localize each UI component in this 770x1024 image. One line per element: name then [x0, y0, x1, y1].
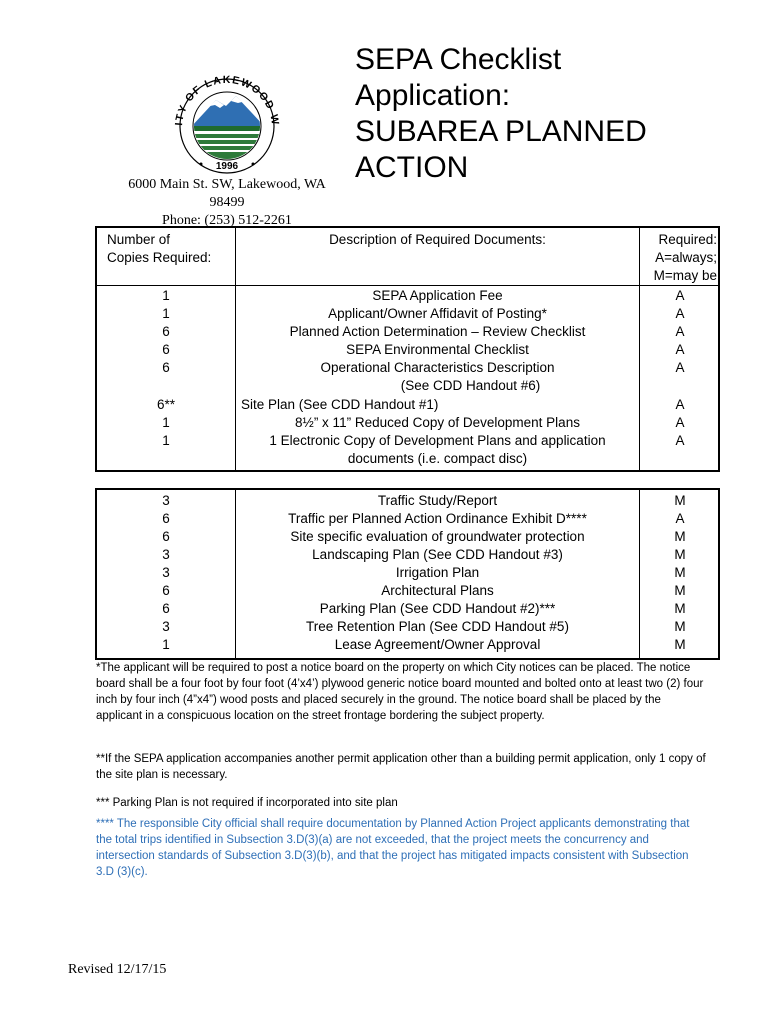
city-of-lakewood-seal — [168, 70, 286, 175]
city-address — [92, 176, 362, 230]
required-documents-table — [95, 226, 720, 472]
table-row: 1 Applicant/Owner Affidavit of Posting* A — [162, 306, 685, 321]
table-row: 1 8½” x 11” Reduced Copy of Development Plans A — [162, 415, 685, 430]
footnote-site-plan-copies: **If the SEPA application accompanies another permit application other than a building permit application, only 1 copy of the site plan is necessary. — [96, 753, 706, 781]
page-title — [355, 42, 735, 186]
table-row: 6** Site Plan (See CDD Handout #1) A — [156, 397, 685, 412]
address-line-1: 6000 Main St. SW, Lakewood, WA — [128, 177, 326, 192]
phone-number: Phone: (253) 512-2261 — [162, 213, 292, 228]
header-description: Description of Required Documents: — [329, 232, 546, 247]
table-row: 1 1 Electronic Copy of Development Plans and application documents (i.e. compact disc) A — [162, 433, 685, 466]
table-row: 1 SEPA Application Fee A — [162, 288, 685, 303]
table-row: 6 Architectural Plans M — [162, 583, 686, 598]
table-row: 6 Operational Characteristics Description (See CDD Handout #6) A — [162, 360, 685, 393]
svg-text:1996: 1996 — [215, 161, 239, 172]
footnote-traffic-documentation: **** The responsible City official shall require documentation by Planned Action Project applicants demonstrating that the total trips identified in Subsection 3.D(3)(a) are not exceeded, that the project meets the concurrency and intersection standards of Subsection 3.D(3)(b), and that the project has mitigated impacts consistent with Subsection 3.D (3)(c). — [96, 818, 690, 878]
table-row: 1 Lease Agreement/Owner Approval M — [162, 637, 686, 652]
title-line-2: Application: — [355, 79, 511, 112]
table-row: 6 Traffic per Planned Action Ordinance Exhibit D**** A — [162, 511, 685, 526]
optional-documents-table — [95, 488, 720, 660]
svg-text:CITY OF LAKEWOOD WA: ITY OF LAKEWOOD W — [173, 73, 282, 127]
title-line-4: ACTION — [355, 151, 469, 184]
table-row: 6 Planned Action Determination – Review Checklist A — [162, 324, 685, 339]
footnote-notice-board: *The applicant will be required to post a notice board on the property on which City notices can be placed. The notice board shall be a four foot by four foot (4’x4’) plywood generic notice board mounted and bolted onto at least two (2) four inch by four inch (4”x4”) wood posts and placed securely in the ground. The notice board shall be placed by the applicant in a conspicuous location on the street frontage bordering the subject property. — [96, 662, 704, 722]
revision-date: Revised 12/17/15 — [68, 962, 167, 977]
footnote-parking-plan: *** Parking Plan is not required if incorporated into site plan — [96, 797, 398, 809]
title-line-3: SUBAREA PLANNED — [355, 115, 647, 148]
table-row: 3 Traffic Study/Report M — [162, 493, 686, 508]
table-row: 6 Parking Plan (See CDD Handout #2)*** M — [162, 601, 686, 616]
table-row: 3 Tree Retention Plan (See CDD Handout #5) M — [162, 619, 686, 634]
table-row: 6 Site specific evaluation of groundwater protection M — [162, 529, 686, 544]
header-copies: Number of Copies Required: — [107, 232, 212, 265]
header-divider — [97, 285, 718, 286]
table-row: 3 Landscaping Plan (See CDD Handout #3) M — [162, 547, 686, 562]
address-line-2: 98499 — [209, 195, 245, 210]
header-required: Required: A=always; M=may be — [653, 232, 717, 283]
title-line-1: SEPA Checklist — [355, 43, 562, 76]
table-row: 3 Irrigation Plan M — [162, 565, 686, 580]
table-row: 6 SEPA Environmental Checklist A — [162, 342, 685, 357]
